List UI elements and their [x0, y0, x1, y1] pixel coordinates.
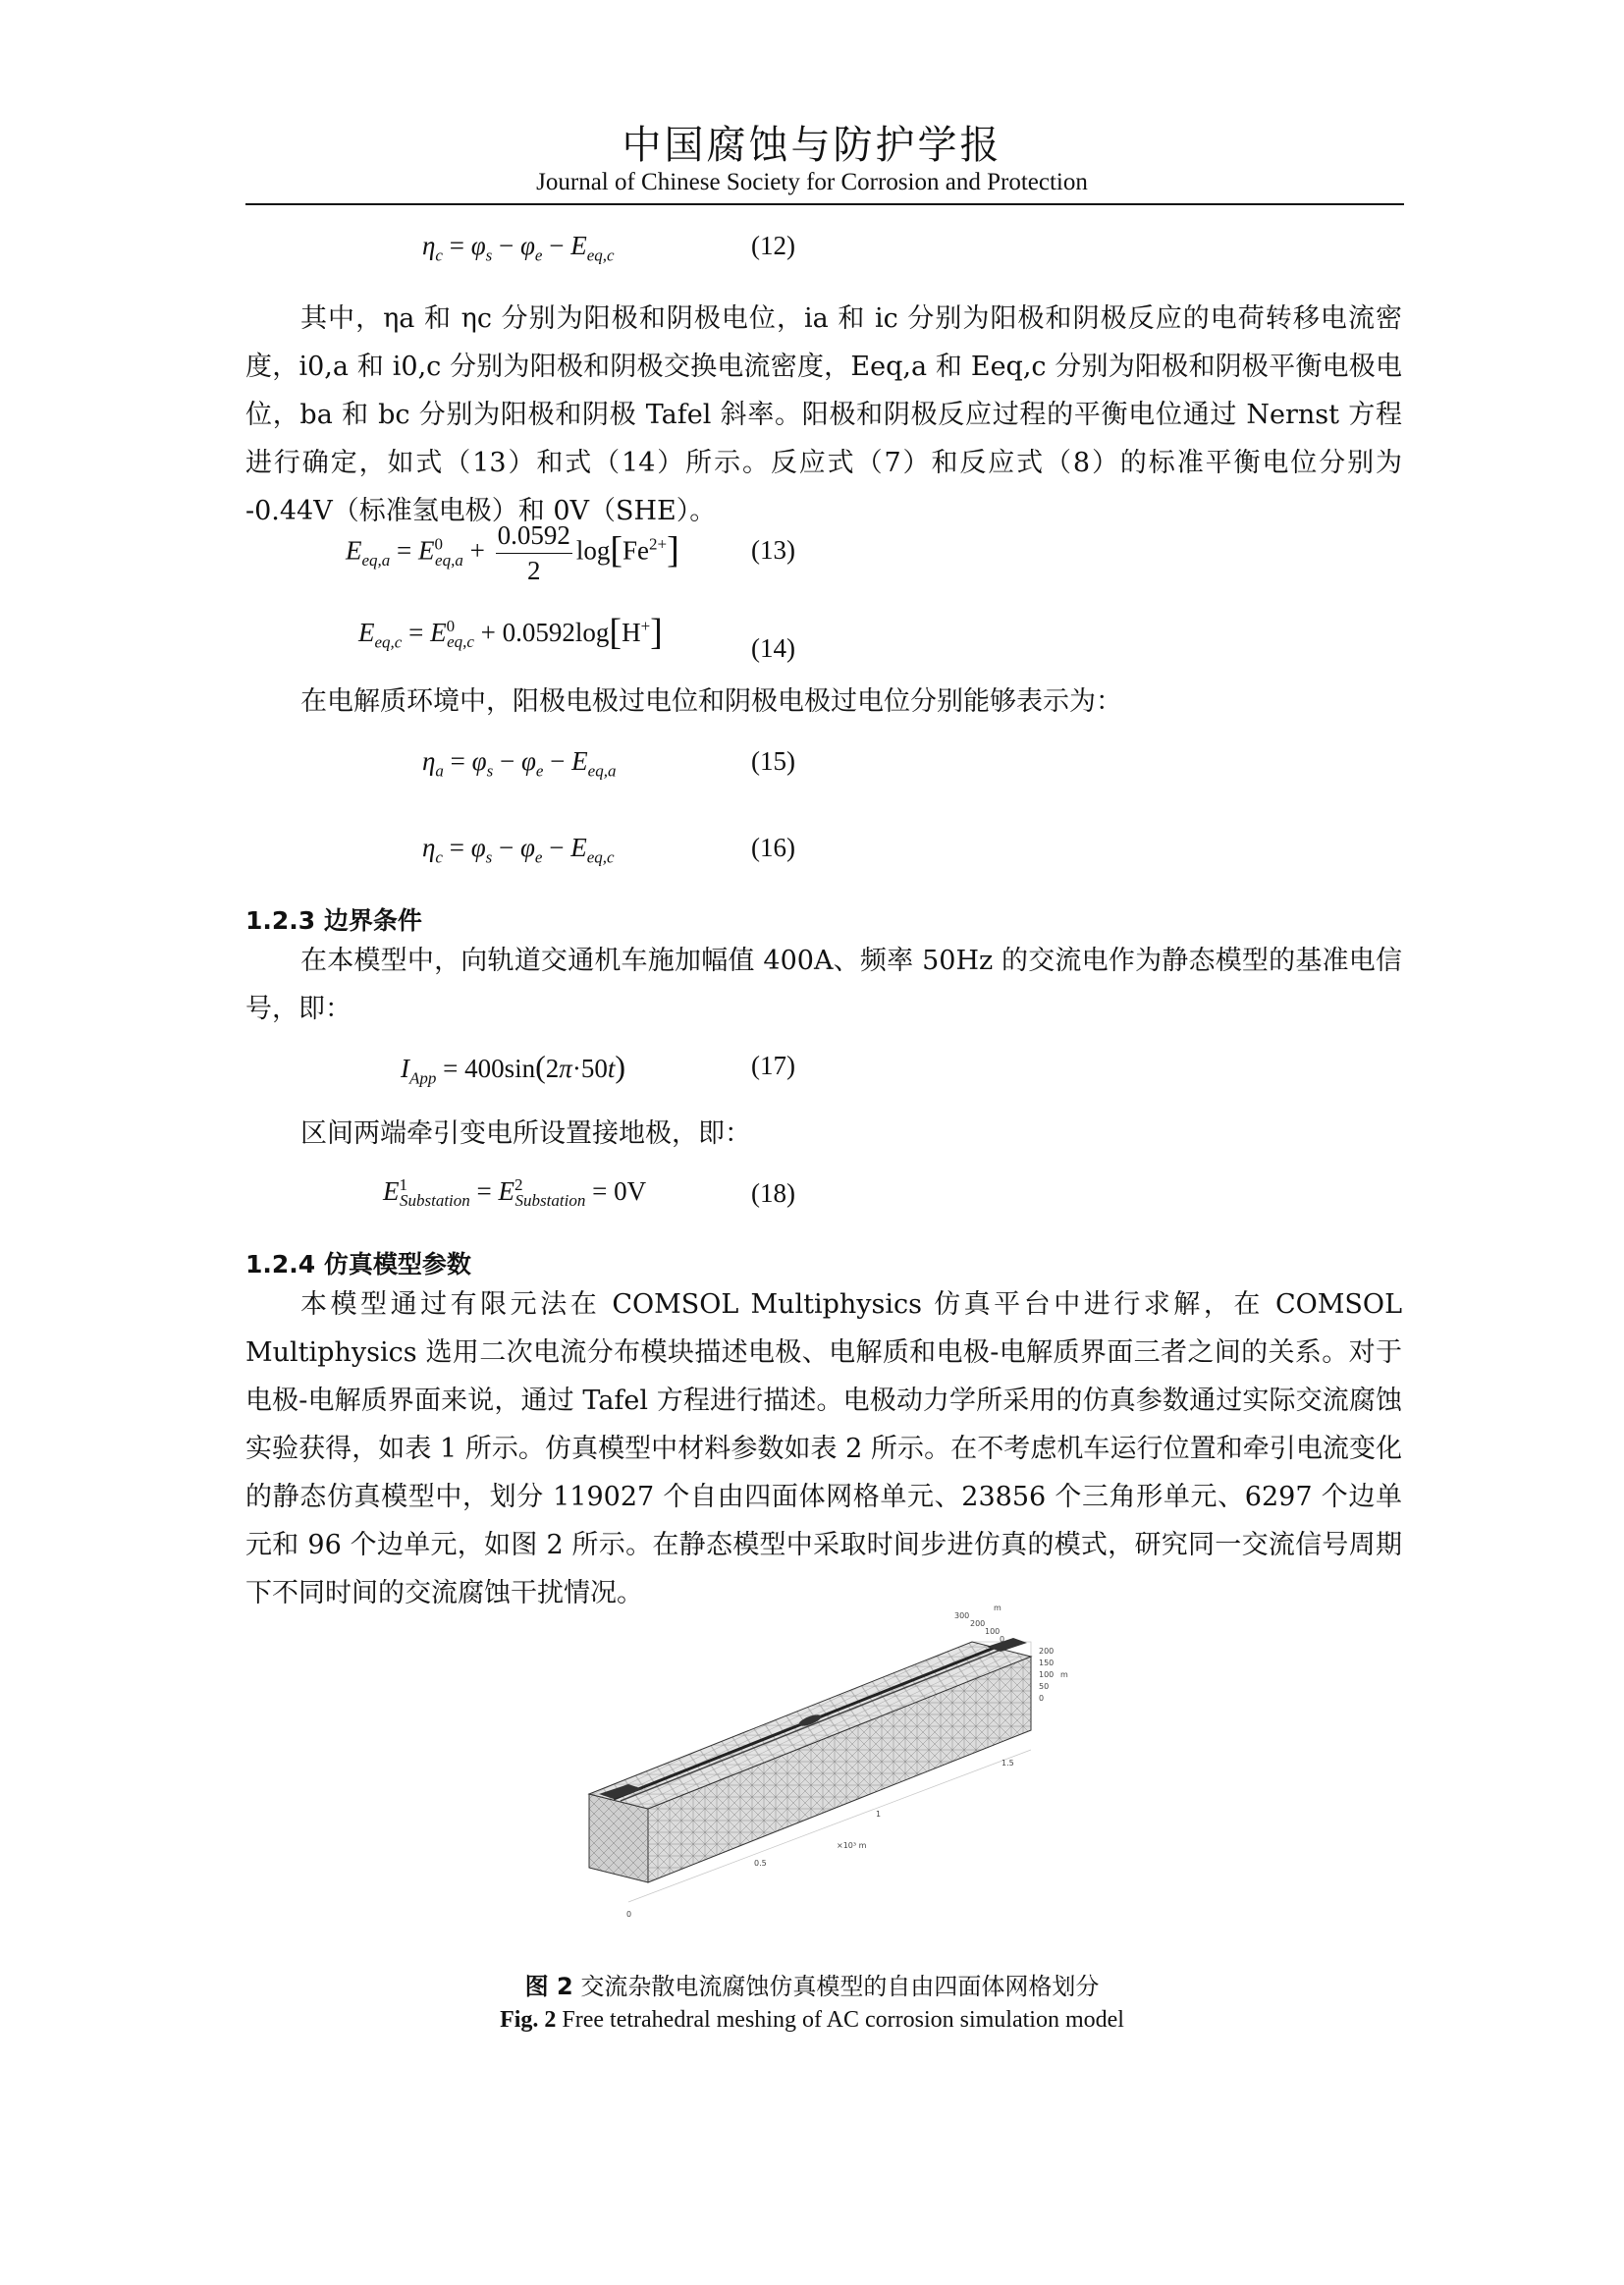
equation-18-value: 0V: [614, 1176, 647, 1206]
journal-title-cn: 中国腐蚀与防护学报: [622, 123, 1002, 168]
equation-14-coefficient: 0.0592: [502, 618, 575, 647]
figure-caption-cn-text: 交流杂散电流腐蚀仿真模型的自由四面体网格划分: [580, 1973, 1100, 2000]
journal-title-en: Journal of Chinese Society for Corrosion and Protection: [536, 169, 1088, 195]
equation-18: $E^1_{Substation} = E^2_{Substation} = 0V$: [383, 1175, 647, 1211]
equation-14-number: (14): [751, 633, 795, 663]
equation-18-number: (18): [751, 1178, 795, 1208]
section-heading-1-2-4: 1.2.4 仿真模型参数: [245, 1250, 471, 1279]
tick-y-300: 300: [954, 1611, 970, 1620]
figure-2-mesh: [569, 1603, 1090, 1927]
tick-y-200: 200: [970, 1619, 986, 1628]
equation-15-number: (15): [751, 746, 795, 776]
paragraph-simulation-parameters: 本模型通过有限元法在 COMSOL Multiphysics 仿真平台中进行求解，在 COMSOL Multiphysics 选用二次电流分布模块描述电极、电解质和电极-电解质界面三者之间的关系。对于电极-电解质界面来说，通过 Tafel 方程进行描述。电极动力学所采用的仿真参数通过实际交流腐蚀实验获得，如表 1 所示。仿真模型中材料参数如表 2 所示。在不考虑机车运行位置和牵引电流变化的静态仿真模型中，划分 119027 个自由四面体网格单元、23856 个三角形单元、6297 个边单元和 96 个边单元，如图 2 所示。在静态模型中采取时间步进仿真的模式，研究同一交流信号周期下不同时间的交流腐蚀干扰情况。: [245, 1289, 1402, 1608]
equation-12: $\eta_c = \varphi_s - \varphi_e - E_{eq,c}$: [422, 231, 615, 265]
equation-15: $\eta_a = \varphi_s - \varphi_e - E_{eq,a}$: [422, 746, 617, 781]
tick-y-0: 0: [1000, 1635, 1005, 1644]
tick-z-50: 50: [1039, 1682, 1050, 1691]
paragraph-variables: 其中，ηa 和 ηc 分别为阳极和阴极电位，ia 和 ic 分别为阳极和阴极反应的电荷转移电流密度，i0,a 和 i0,c 分别为阳极和阴极交换电流密度，Eeq,a 和 Eeq,c 分别为阳极和阴极平衡电极电位，ba 和 bc 分别为阳极和阴极 Tafel 斜率。阳极和阴极反应过程的平衡电位通过 Nernst 方程进行确定，如式（13）和式（14）所示。反应式（7）和反应式（8）的标准平衡电位分别为 -0.44V（标准氢电极）和 0V（SHE）。: [245, 303, 1402, 526]
unit-x: ×10³ m: [837, 1841, 867, 1850]
figure-caption-en-text: Free tetrahedral meshing of AC corrosion simulation model: [562, 2007, 1124, 2033]
equation-13-number: (13): [751, 535, 795, 565]
tick-z-150: 150: [1039, 1659, 1055, 1667]
figure-caption-cn-label: 图 2: [524, 1973, 573, 2000]
equation-16-number: (16): [751, 833, 795, 862]
tick-z-100: 100: [1039, 1670, 1055, 1679]
equation-14: $E_{eq,c} = E^0_{eq,c} + 0.0592\log[H^+]$: [358, 612, 663, 653]
tick-x-0-5: 0.5: [754, 1859, 767, 1868]
equation-13: $E_{eq,a} = E^0_{eq,a}$ + $\frac{0.0592}{2}$ $\log[Fe^{2+}]$: [346, 520, 679, 585]
equation-17-number: (17): [751, 1051, 795, 1080]
equation-17-amplitude: 400: [464, 1054, 505, 1083]
paragraph-grounding: 区间两端牵引变电所设置接地极，即：: [300, 1118, 751, 1149]
equation-16: $\eta_c = \varphi_s - \varphi_e - E_{eq,c}$: [422, 833, 615, 867]
figure-caption-en-label: Fig. 2: [500, 2007, 557, 2033]
equation-17: $I_{App} = 400\sin(2\pi\cdot 50t)$: [401, 1049, 625, 1088]
unit-z: m: [1060, 1670, 1068, 1679]
tick-y-100: 100: [985, 1627, 1001, 1636]
mesh-end-face: [589, 1794, 648, 1882]
section-heading-1-2-3: 1.2.3 边界条件: [245, 906, 422, 935]
mesh-model-illustration: [569, 1603, 1090, 1927]
figure-caption-cn: [0, 1967, 1624, 2001]
equation-12-number: (12): [751, 231, 795, 260]
header-rule: [245, 203, 1404, 205]
tick-z-0: 0: [1039, 1694, 1045, 1703]
equation-13-coefficient: 0.0592: [496, 520, 572, 554]
figure-caption-en: [0, 2007, 1624, 2034]
equation-13-denominator: 2: [526, 556, 541, 585]
tick-x-1-5: 1.5: [1001, 1759, 1014, 1768]
tick-x-0: 0: [626, 1910, 632, 1919]
tick-z-200: 200: [1039, 1647, 1055, 1656]
paragraph-boundary-conditions: 在本模型中，向轨道交通机车施加幅值 400A、频率 50Hz 的交流电作为静态模型的基准电信号，即：: [245, 946, 1402, 1024]
tick-x-1: 1: [876, 1810, 882, 1819]
paragraph-overpotential: 在电解质环境中，阳极电极过电位和阴极电极过电位分别能够表示为：: [300, 686, 1122, 717]
unit-y: m: [994, 1604, 1001, 1612]
